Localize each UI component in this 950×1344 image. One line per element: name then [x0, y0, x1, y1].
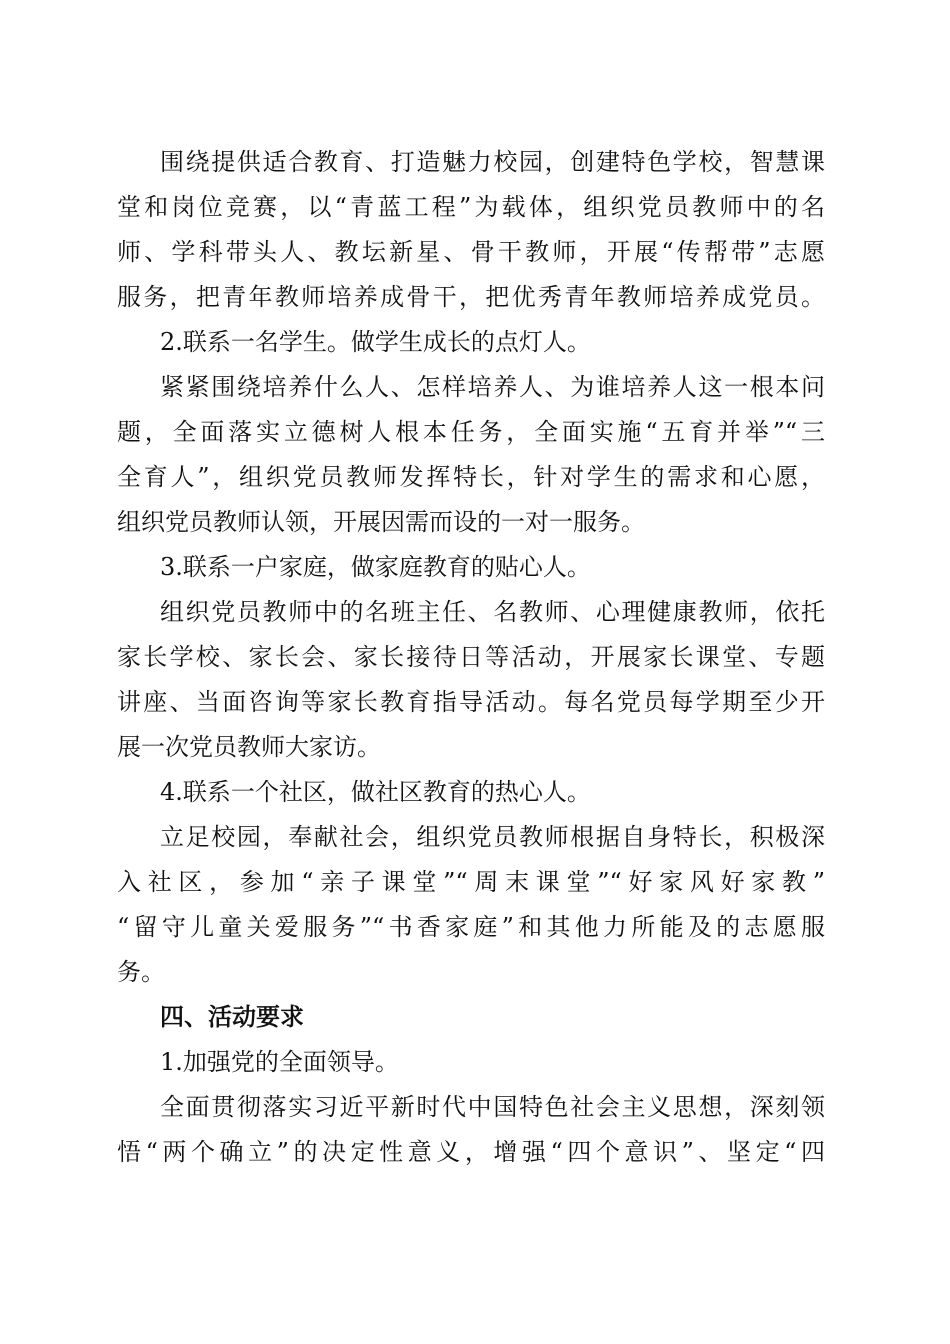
paragraph-line: 全面贯彻落实习近平新时代中国特色社会主义思想，深刻领 [160, 1093, 825, 1121]
list-item-heading: 2.联系一名学生。做学生成长的点灯人。 [160, 328, 591, 356]
paragraph-line: 围绕提供适合教育、打造魅力校园，创建特色学校，智慧课 [160, 148, 825, 176]
paragraph-line: 家长学校、家长会、家长接待日等活动，开展家长课堂、专题 [117, 643, 825, 671]
paragraph-line: “留守儿童关爱服务”“书香家庭”和其他力所能及的志愿服 [117, 913, 825, 941]
list-item-heading: 4.联系一个社区，做社区教育的热心人。 [160, 778, 591, 806]
paragraph-line: 务。 [117, 958, 165, 986]
paragraph-line: 悟“两个确立”的决定性意义，增强“四个意识”、坚定“四 [117, 1138, 825, 1166]
paragraph-line: 全育人”，组织党员教师发挥特长，针对学生的需求和心愿， [117, 463, 825, 491]
paragraph-line: 组织党员教师中的名班主任、名教师、心理健康教师，依托 [160, 598, 825, 626]
paragraph-line: 紧紧围绕培养什么人、怎样培养人、为谁培养人这一根本问 [160, 373, 825, 401]
paragraph-line: 展一次党员教师大家访。 [117, 733, 381, 761]
paragraph-line: 师、学科带头人、教坛新星、骨干教师，开展“传帮带”志愿 [117, 238, 825, 266]
paragraph-line: 组织党员教师认领，开展因需而设的一对一服务。 [117, 508, 645, 536]
paragraph-line: 堂和岗位竞赛，以“青蓝工程”为载体，组织党员教师中的名 [117, 193, 825, 221]
list-item-heading: 1.加强党的全面领导。 [160, 1048, 399, 1076]
paragraph-line: 入社区，参加“亲子课堂”“周末课堂”“好家风好家教” [117, 868, 825, 896]
paragraph-line: 立足校园，奉献社会，组织党员教师根据自身特长，积极深 [160, 823, 825, 851]
paragraph-line: 服务，把青年教师培养成骨干，把优秀青年教师培养成党员。 [117, 283, 825, 311]
paragraph-line: 讲座、当面咨询等家长教育指导活动。每名党员每学期至少开 [117, 688, 825, 716]
section-heading: 四、活动要求 [160, 1003, 304, 1031]
paragraph-line: 题，全面落实立德树人根本任务，全面实施“五育并举”“三 [117, 418, 825, 446]
list-item-heading: 3.联系一户家庭，做家庭教育的贴心人。 [160, 553, 591, 581]
